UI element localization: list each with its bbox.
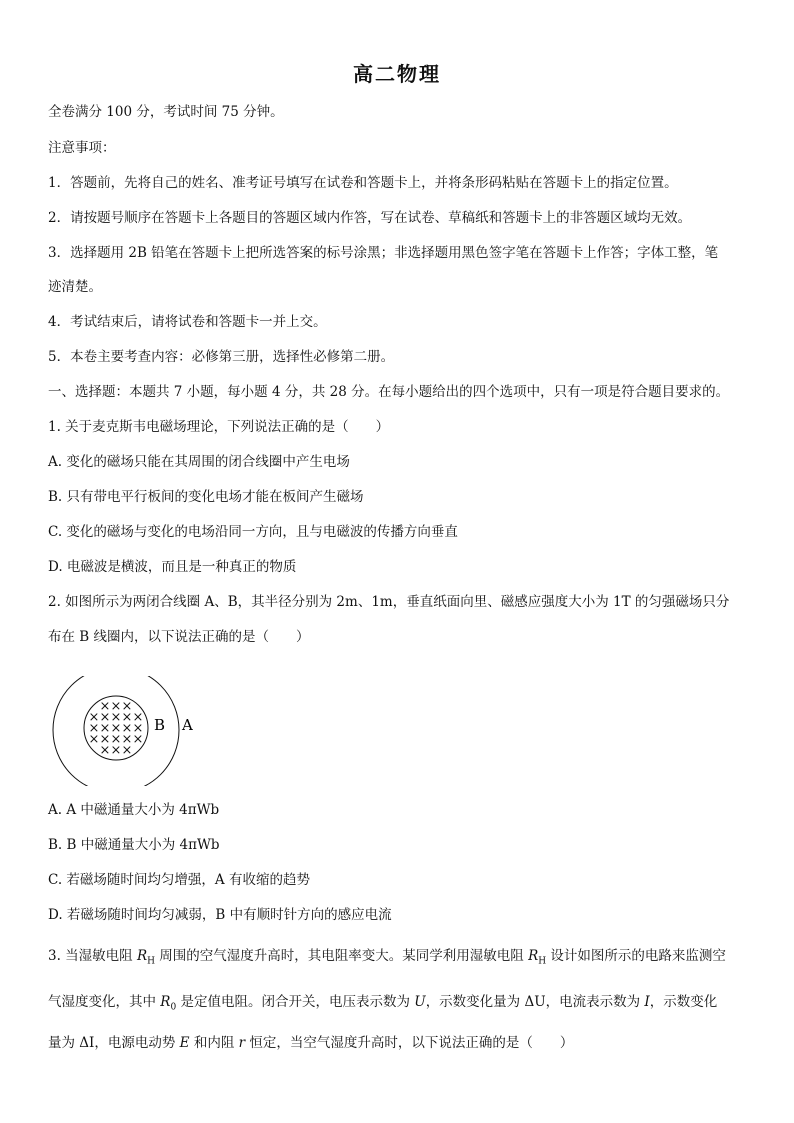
field-cross-mark: × bbox=[88, 721, 100, 736]
field-cross-mark: × bbox=[121, 732, 133, 747]
q3-stem-line-2: 气湿度变化，其中 $R_0$ 是定值电阻。闭合开关，电压表示数为 U，示数变化量为 ΔU，电流表示数为 I，示数变化 bbox=[48, 994, 718, 1013]
section-1-heading: 一、选择题：本题共 7 小题，每小题 4 分，共 28 分。在每小题给出的四个选项中，只有一项是符合题目要求的。 bbox=[48, 384, 730, 400]
notice-item-2: 2．请按题号顺序在答题卡上各题目的答题区域内作答，写在试卷、草稿纸和答题卡上的非答题区域均无效。 bbox=[48, 210, 692, 226]
field-cross-mark: × bbox=[99, 721, 111, 736]
notice-heading: 注意事项： bbox=[48, 140, 116, 156]
q1-option-c: C. 变化的磁场与变化的电场沿同一方向，且与电磁波的传播方向垂直 bbox=[48, 524, 458, 540]
label-b: B bbox=[154, 716, 166, 734]
notice-item-4: 4．考试结束后，请将试卷和答题卡一并上交。 bbox=[48, 314, 327, 330]
notice-item-3-cont: 迹清楚。 bbox=[48, 279, 102, 295]
q3-stem-line-1: 3. 当湿敏电阻 $R_H$ 周围的空气湿度升高时，其电阻率变大。某同学利用湿敏电阻 $R_H$ 设计如图所示的电路来监测空 bbox=[48, 948, 726, 967]
field-cross-mark: × bbox=[121, 699, 133, 714]
field-cross-mark: × bbox=[132, 721, 144, 736]
field-cross-mark: × bbox=[132, 710, 144, 725]
field-cross-mark: × bbox=[132, 732, 144, 747]
label-a: A bbox=[182, 716, 193, 734]
q1-option-d: D. 电磁波是横波，而且是一种真正的物质 bbox=[48, 559, 297, 575]
field-cross-mark: × bbox=[110, 732, 122, 747]
q2-stem-line-2: 布在 B 线圈内，以下说法正确的是（ ） bbox=[48, 629, 310, 645]
field-cross-mark: × bbox=[121, 743, 133, 758]
q2-option-b: B. B 中磁通量大小为 4πWb bbox=[48, 837, 220, 853]
q2-stem-line-1: 2. 如图所示为两闭合线圈 A、B，其半径分别为 2m、1m，垂直纸面向里、磁感应强度大小为 1T 的匀强磁场只分 bbox=[48, 594, 730, 610]
q2-option-c: C. 若磁场随时间均匀增强，A 有收缩的趋势 bbox=[48, 872, 310, 888]
magnetic-field-marks bbox=[89, 699, 144, 758]
field-cross-mark: × bbox=[110, 721, 122, 736]
field-cross-mark: × bbox=[110, 699, 122, 714]
q2-coil-figure bbox=[48, 676, 208, 790]
q2-option-d: D. 若磁场随时间均匀减弱，B 中有顺时针方向的感应电流 bbox=[48, 907, 392, 923]
field-cross-mark: × bbox=[99, 743, 111, 758]
field-cross-mark: × bbox=[99, 699, 111, 714]
notice-item-1: 1．答题前，先将自己的姓名、准考证号填写在试卷和答题卡上，并将条形码粘贴在答题卡上的指定位置。 bbox=[48, 175, 678, 191]
field-cross-mark: × bbox=[88, 732, 100, 747]
page-title: 高二物理 bbox=[353, 62, 441, 86]
field-cross-mark: × bbox=[99, 710, 111, 725]
q3-stem-line-3: 量为 ΔI，电源电动势 E 和内阻 r 恒定，当空气湿度升高时，以下说法正确的是（ ） bbox=[48, 1035, 574, 1051]
score-line: 全卷满分 100 分，考试时间 75 分钟。 bbox=[48, 104, 284, 120]
notice-item-5: 5．本卷主要考查内容：必修第三册，选择性必修第二册。 bbox=[48, 349, 395, 365]
field-cross-mark: × bbox=[110, 710, 122, 725]
q1-stem: 1. 关于麦克斯韦电磁场理论，下列说法正确的是（ ） bbox=[48, 419, 390, 435]
q1-option-b: B. 只有带电平行板间的变化电场才能在板间产生磁场 bbox=[48, 489, 364, 505]
notice-item-3: 3．选择题用 2B 铅笔在答题卡上把所选答案的标号涂黑；非选择题用黑色签字笔在答题卡上作答；字体工整，笔 bbox=[48, 245, 719, 261]
field-cross-mark: × bbox=[88, 710, 100, 725]
field-cross-mark: × bbox=[121, 721, 133, 736]
q2-option-a: A. A 中磁通量大小为 4πWb bbox=[48, 802, 220, 818]
coil-diagram bbox=[48, 676, 208, 786]
field-cross-mark: × bbox=[110, 743, 122, 758]
q1-option-a: A. 变化的磁场只能在其周围的闭合线圈中产生电场 bbox=[48, 454, 350, 470]
field-cross-mark: × bbox=[99, 732, 111, 747]
field-cross-mark: × bbox=[121, 710, 133, 725]
